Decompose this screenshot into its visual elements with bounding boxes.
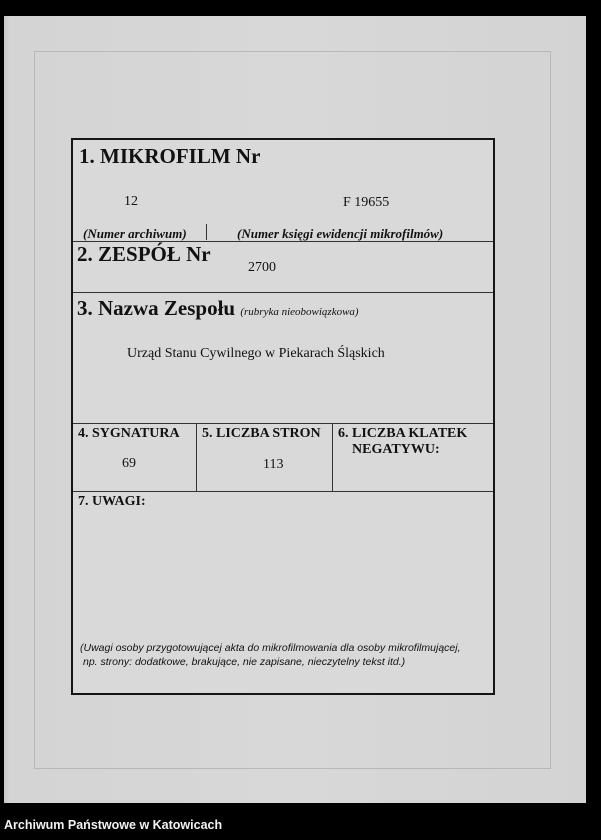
remarks-note-line2: np. strony: dodatkowe, brakujące, nie zapisane, nieczytelny tekst itd.): [83, 656, 406, 668]
fonds-name-value: Urząd Stanu Cywilnego w Piekarach Śląskich: [127, 346, 385, 361]
section4-heading: 4. SYGNATURA: [78, 426, 180, 441]
column-divider-1: [196, 423, 197, 491]
microfilm-form: [71, 138, 495, 695]
section3-title: 3. Nazwa Zespołu: [77, 296, 236, 320]
section6-heading-line2: NEGATYWU:: [352, 442, 440, 457]
section3-heading: [77, 296, 359, 321]
page-count-value: 113: [263, 457, 284, 472]
section3-subheading: (rubryka nieobowiązkowa): [240, 306, 359, 318]
caption-separator: [206, 224, 207, 240]
column-divider-2: [332, 423, 333, 491]
divider-4: [73, 491, 493, 492]
section2-heading: 2. ZESPÓŁ Nr: [77, 242, 211, 266]
remarks-note-line1: (Uwagi osoby przygotowującej akta do mikrofilmowania dla osoby mikrofilmującej,: [80, 642, 461, 654]
divider-2: [73, 292, 493, 293]
register-number-value: F 19655: [343, 195, 390, 210]
register-number-caption: (Numer księgi ewidencji mikrofilmów): [237, 226, 444, 241]
divider-3: [73, 423, 493, 424]
fonds-number-value: 2700: [248, 260, 276, 275]
archive-number-value: 12: [124, 194, 138, 209]
signature-value: 69: [122, 456, 136, 471]
archive-number-caption: (Numer archiwum): [83, 226, 187, 241]
section5-heading: 5. LICZBA STRON: [202, 426, 321, 441]
section6-heading-line1: 6. LICZBA KLATEK: [338, 426, 468, 441]
institution-watermark: Archiwum Państwowe w Katowicach: [4, 818, 223, 832]
section1-heading: 1. MIKROFILM Nr: [79, 144, 261, 168]
section7-heading: 7. UWAGI:: [78, 494, 146, 509]
